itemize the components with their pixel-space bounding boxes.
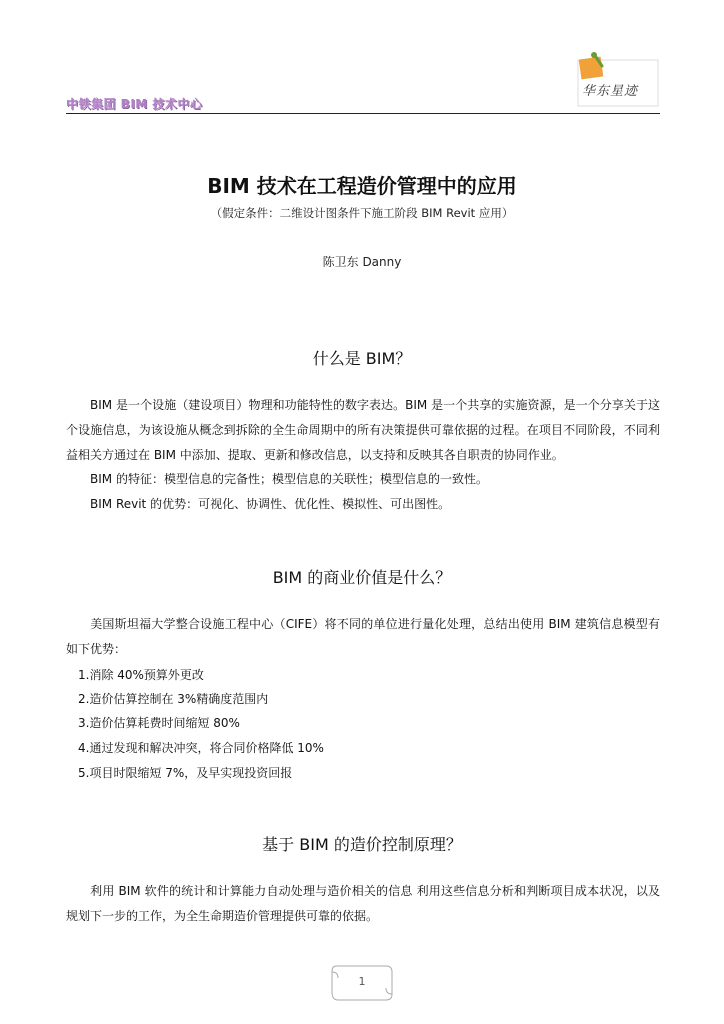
section-paragraph <box>66 612 660 662</box>
section-paragraph <box>66 879 660 929</box>
list-item: 3.造价估算耗费时间缩短 80% <box>78 716 240 730</box>
page-subtitle: （假定条件：二维设计图条件下施工阶段 BIM Revit 应用） <box>210 206 514 220</box>
header-org-label: 中铁集团 BIM 技术中心 <box>66 97 203 111</box>
page-title: BIM 技术在工程造价管理中的应用 <box>207 174 517 198</box>
paragraph-text: 利用 BIM 软件的统计和计算能力自动处理与造价相关的信息 利用这些信息分析和判断项目成本状况，以及规划下一步的工作，为全生命期造价管理提供可靠的依据。 <box>66 884 660 923</box>
header-divider <box>66 113 660 114</box>
revit-advantages-line: BIM Revit 的优势：可视化、协调性、优化性、模拟性、可出图性。 <box>90 497 451 511</box>
section-paragraph <box>66 393 660 468</box>
section-heading-cost-control: 基于 BIM 的造价控制原理？ <box>262 835 462 854</box>
list-item: 4.通过发现和解决冲突，将合同价格降低 10% <box>78 741 324 755</box>
paragraph-text: 美国斯坦福大学整合设施工程中心（CIFE）将不同的单位进行量化处理，总结出使用 BIM 建筑信息模型有如下优势： <box>66 617 660 656</box>
list-item: 1.消除 40%预算外更改 <box>78 668 204 682</box>
author-line: 陈卫东 Danny <box>322 255 402 269</box>
bim-features-line: BIM 的特征：模型信息的完备性；模型信息的关联性；模型信息的一致性。 <box>90 472 488 486</box>
paragraph-text: BIM 是一个设施（建设项目）物理和功能特性的数字表达。BIM 是一个共享的实施资源，是一个分享关于这个设施信息，为该设施从概念到拆除的全生命周期中的所有决策提供可靠依据的过程。在项目不同阶段，不同利益相关方通过在 BIM 中添加、提取、更新和修改信息，以支持和反映其各自职责的协同作业。 <box>66 398 660 462</box>
logo-text: 华东星迹 <box>582 84 639 99</box>
page-number: 1 <box>358 975 366 988</box>
section-heading-business-value: BIM 的商业价值是什么？ <box>272 568 452 587</box>
list-item: 2.造价估算控制在 3%精确度范围内 <box>78 692 269 706</box>
section-heading-what-is-bim: 什么是 BIM？ <box>312 349 412 368</box>
list-item: 5.项目时限缩短 7%，及早实现投资回报 <box>78 766 293 780</box>
